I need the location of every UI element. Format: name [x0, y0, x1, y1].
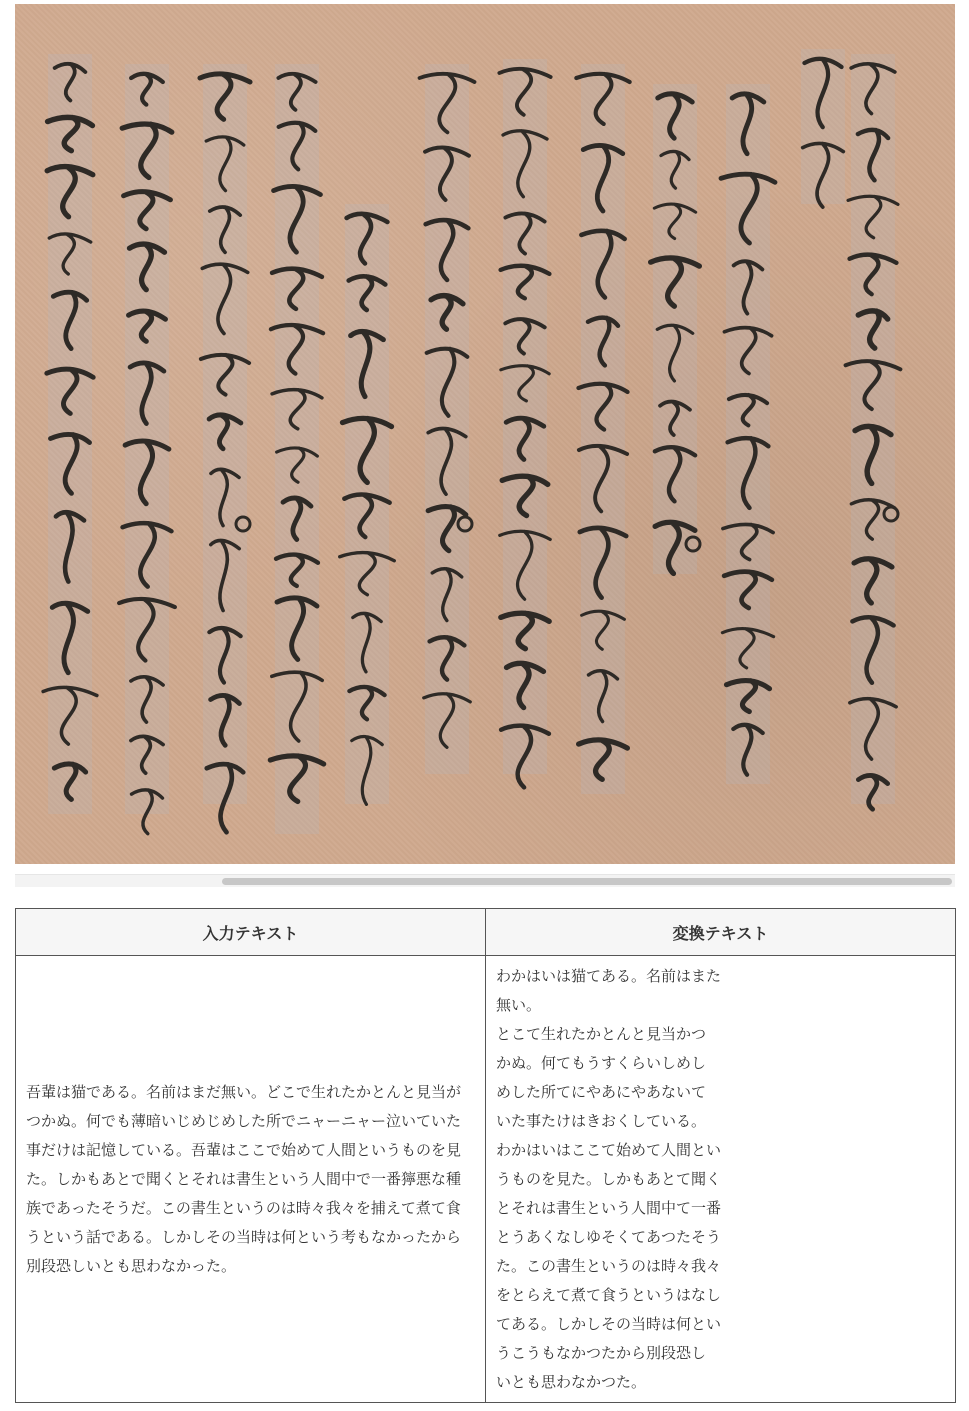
- output-line: てある。しかしその当時は何とい: [496, 1314, 722, 1333]
- header-input-text: 入力テキスト: [16, 909, 486, 956]
- output-line: わかはいはここて始めて人間とい: [496, 1140, 722, 1159]
- output-line: めした所てにやあにやあないて: [496, 1082, 707, 1101]
- manuscript-image: [15, 4, 955, 864]
- output-line: 無い。: [496, 995, 542, 1014]
- output-line: いた事たけはきおくしている。: [496, 1111, 707, 1130]
- output-line: わかはいは猫てある。名前はまた: [496, 966, 722, 985]
- input-text: 吾輩は猫である。名前はまだ無い。どこで生れたかとんと見当がつかぬ。何でも薄暗いじめじめした所でニャーニャー泣いていた事だけは記憶している。吾輩はここで始めて人間というものを見た。しかもあとで聞くとそれは書生という人間中で一番獰悪な種族であったそうだ。この書生というのは時々我々を捕えて煮て食うという話である。しかしその当時は何という考もなかったから別段恐しいとも思わなかった。: [26, 1082, 462, 1275]
- header-output-text: 変換テキスト: [486, 909, 956, 956]
- output-text-cell: [486, 956, 956, 1403]
- output-line: とうあくなしゆそくてあつたそう: [496, 1227, 722, 1246]
- output-line: うものを見た。しかもあとて聞く: [496, 1169, 722, 1188]
- output-line: た。この書生というのは時々我々: [496, 1256, 722, 1275]
- comparison-table: [15, 908, 956, 1403]
- calligraphy-strokes: [15, 4, 955, 864]
- input-text-cell: [16, 956, 486, 1403]
- output-line: いとも思わなかつた。: [496, 1372, 647, 1391]
- output-line: をとらえて煮て食うというはなし: [496, 1285, 722, 1304]
- output-line: とこて生れたかとんと見当かつ: [496, 1024, 707, 1043]
- horizontal-scrollbar[interactable]: [15, 874, 955, 887]
- output-line: とそれは書生という人間中て一番: [496, 1198, 722, 1217]
- output-line: かぬ。何てもうすくらいしめし: [496, 1053, 707, 1072]
- output-line: うこうもなかつたから別段恐し: [496, 1343, 707, 1362]
- scrollbar-thumb[interactable]: [222, 878, 952, 885]
